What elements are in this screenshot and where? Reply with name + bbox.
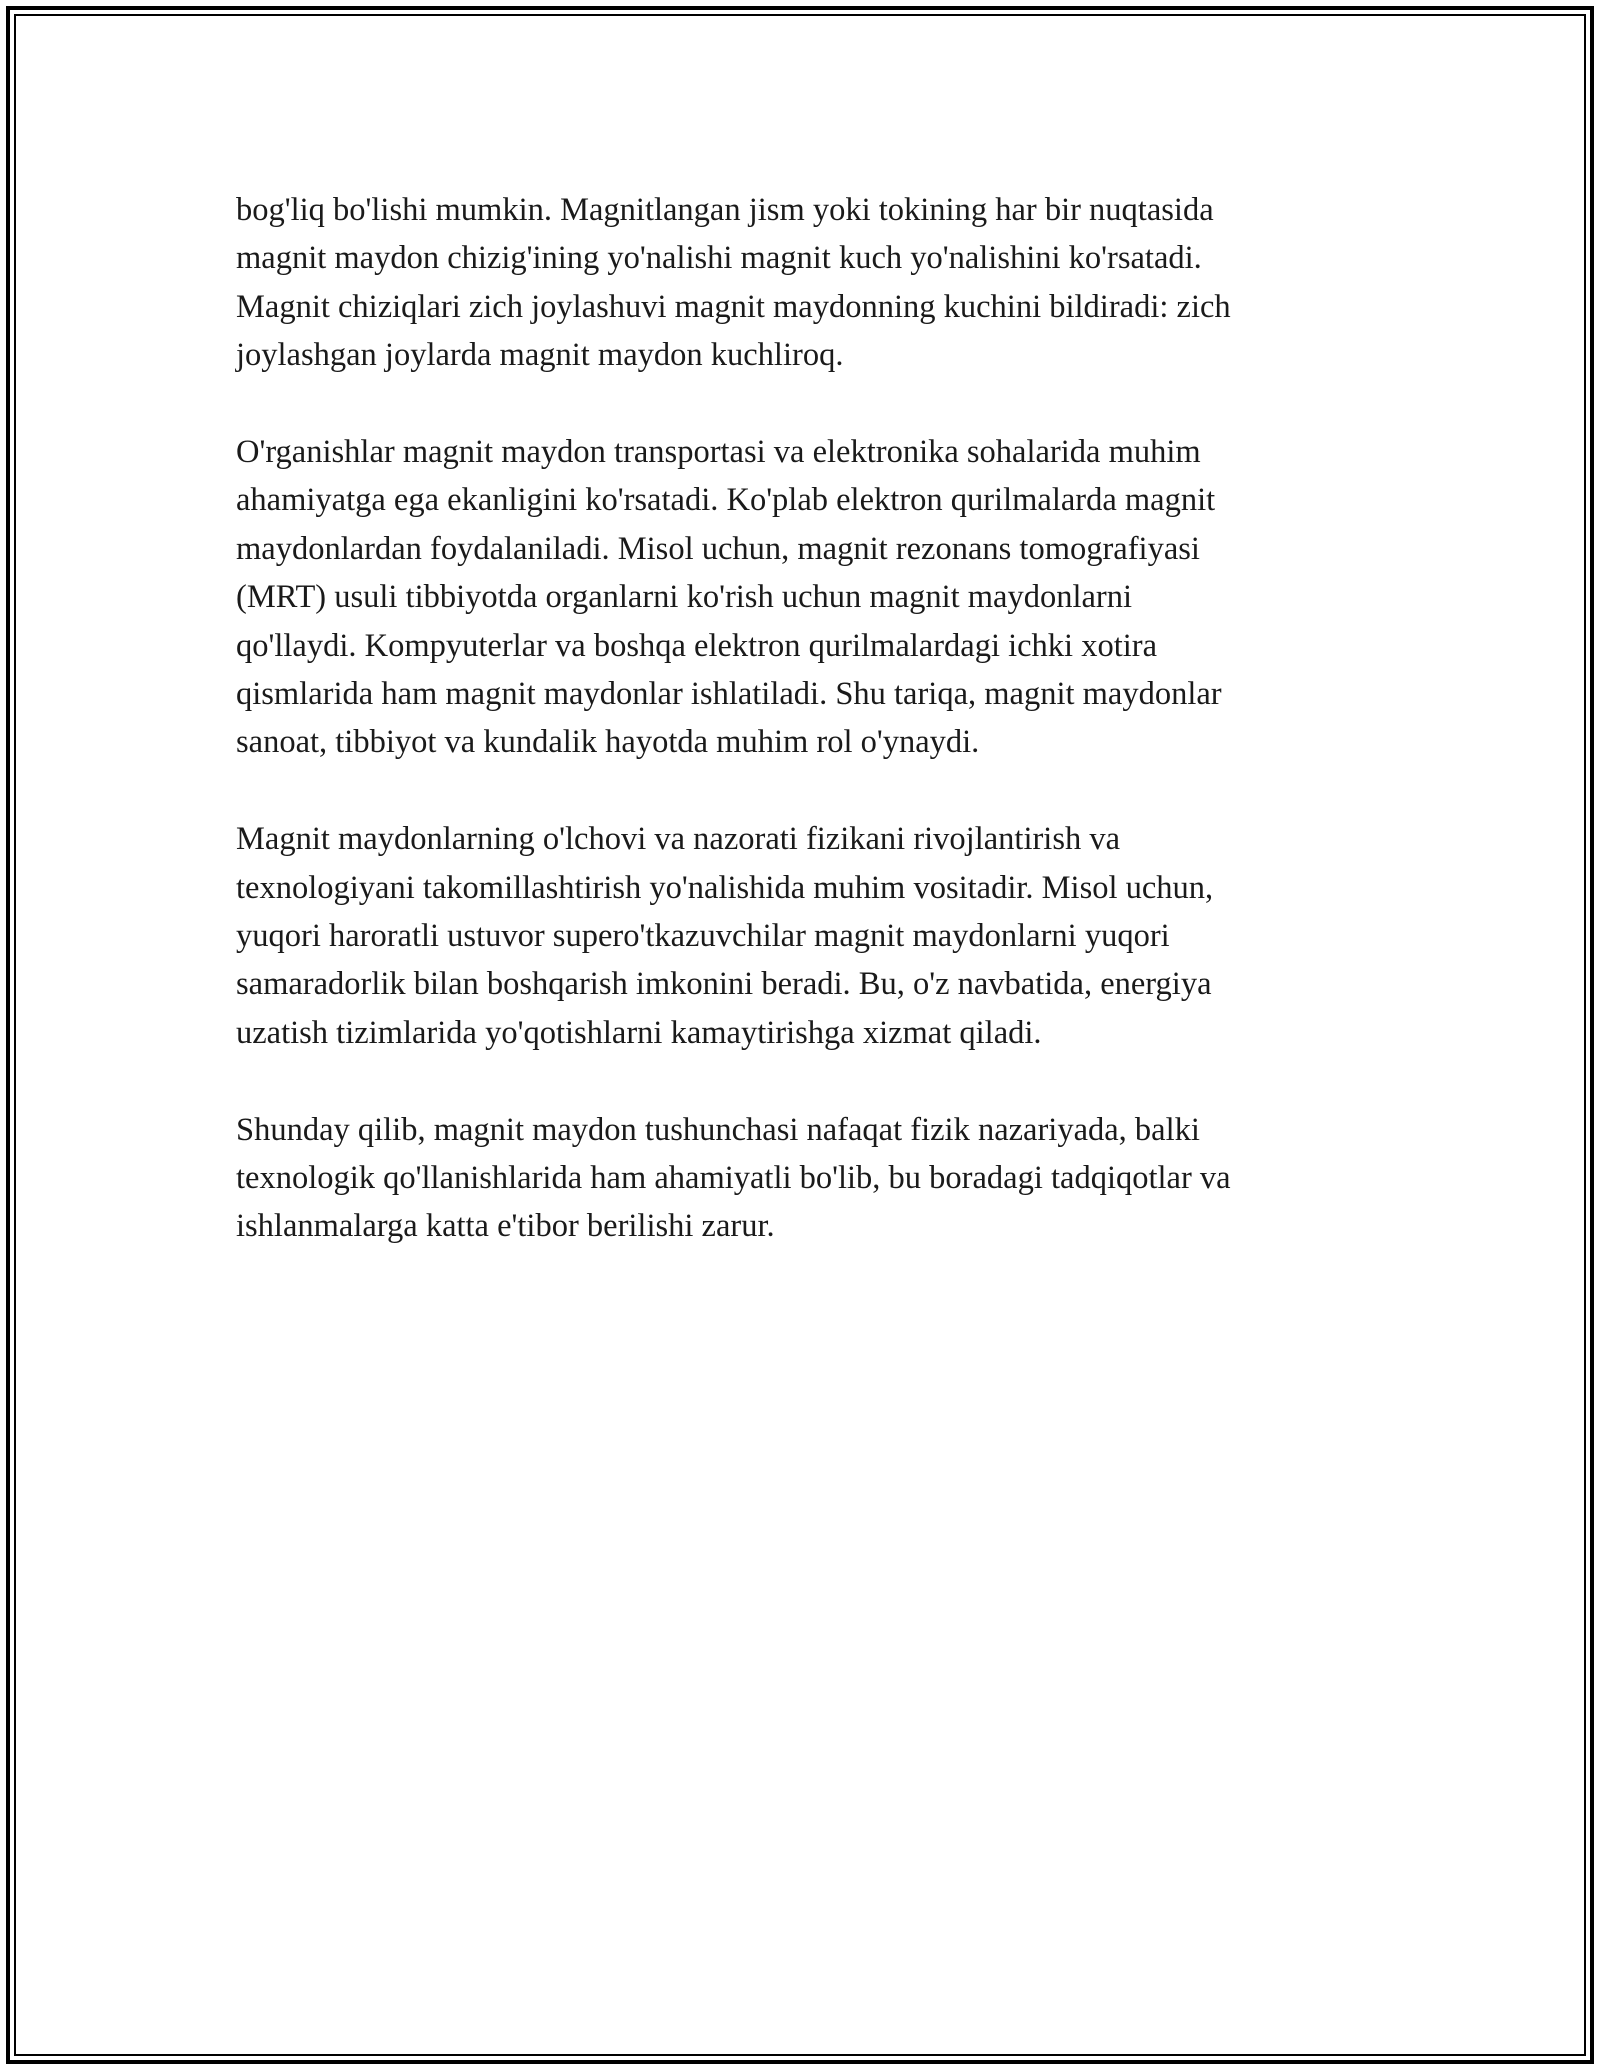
paragraph-2 [236, 428, 1366, 767]
text-line: O'rganishlar magnit maydon transportasi va elektronika sohalarida muhim [236, 434, 1201, 471]
paragraph-4 [236, 1106, 1366, 1251]
text-line: samaradorlik bilan boshqarish imkonini beradi. Bu, o'z navbatida, energiya [236, 966, 1212, 1003]
text-line: uzatish tizimlarida yo'qotishlarni kamaytirishga xizmat qiladi. [236, 1014, 1042, 1051]
text-line: Shunday qilib, magnit maydon tushunchasi nafaqat fizik nazariyada, balki [236, 1111, 1200, 1148]
text-line: qismlarida ham magnit maydonlar ishlatiladi. Shu tariqa, magnit maydonlar [236, 676, 1222, 713]
text-line: texnologik qo'llanishlarida ham ahamiyatli bo'lib, bu boradagi tadqiqotlar va [236, 1160, 1231, 1197]
text-line: (MRT) usuli tibbiyotda organlarni ko'rish uchun magnit maydonlarni [236, 579, 1133, 616]
text-line: Magnit chiziqlari zich joylashuvi magnit maydonning kuchini bildiradi: zich [236, 288, 1231, 325]
paragraph-1 [236, 186, 1366, 380]
text-line: Magnit maydonlarning o'lchovi va nazorati fizikani rivojlantirish va [236, 821, 1121, 858]
text-line: qo'llaydi. Kompyuterlar va boshqa elektron qurilmalardagi ichki xotira [236, 627, 1158, 664]
text-line: ishlanmalarga katta e'tibor berilishi zarur. [236, 1208, 775, 1245]
text-line: bog'liq bo'lishi mumkin. Magnitlangan jism yoki tokining har bir nuqtasida [236, 192, 1214, 228]
text-line: texnologiyani takomillashtirish yo'nalishida muhim vositadir. Misol uchun, [236, 869, 1214, 906]
text-line: yuqori haroratli ustuvor supero'tkazuvchilar magnit maydonlarni yuqori [236, 918, 1170, 955]
document-body [236, 186, 1366, 1299]
paragraph-3 [236, 815, 1366, 1057]
text-line: magnit maydon chizig'ining yo'nalishi magnit kuch yo'nalishini ko'rsatadi. [236, 240, 1202, 277]
text-line: joylashgan joylarda magnit maydon kuchliroq. [236, 337, 844, 374]
text-line: maydonlardan foydalaniladi. Misol uchun, magnit rezonans tomografiyasi [236, 530, 1200, 567]
text-line: sanoat, tibbiyot va kundalik hayotda muhim rol o'ynaydi. [236, 724, 980, 761]
text-line: ahamiyatga ega ekanligini ko'rsatadi. Ko'plab elektron qurilmalarda magnit [236, 482, 1216, 519]
